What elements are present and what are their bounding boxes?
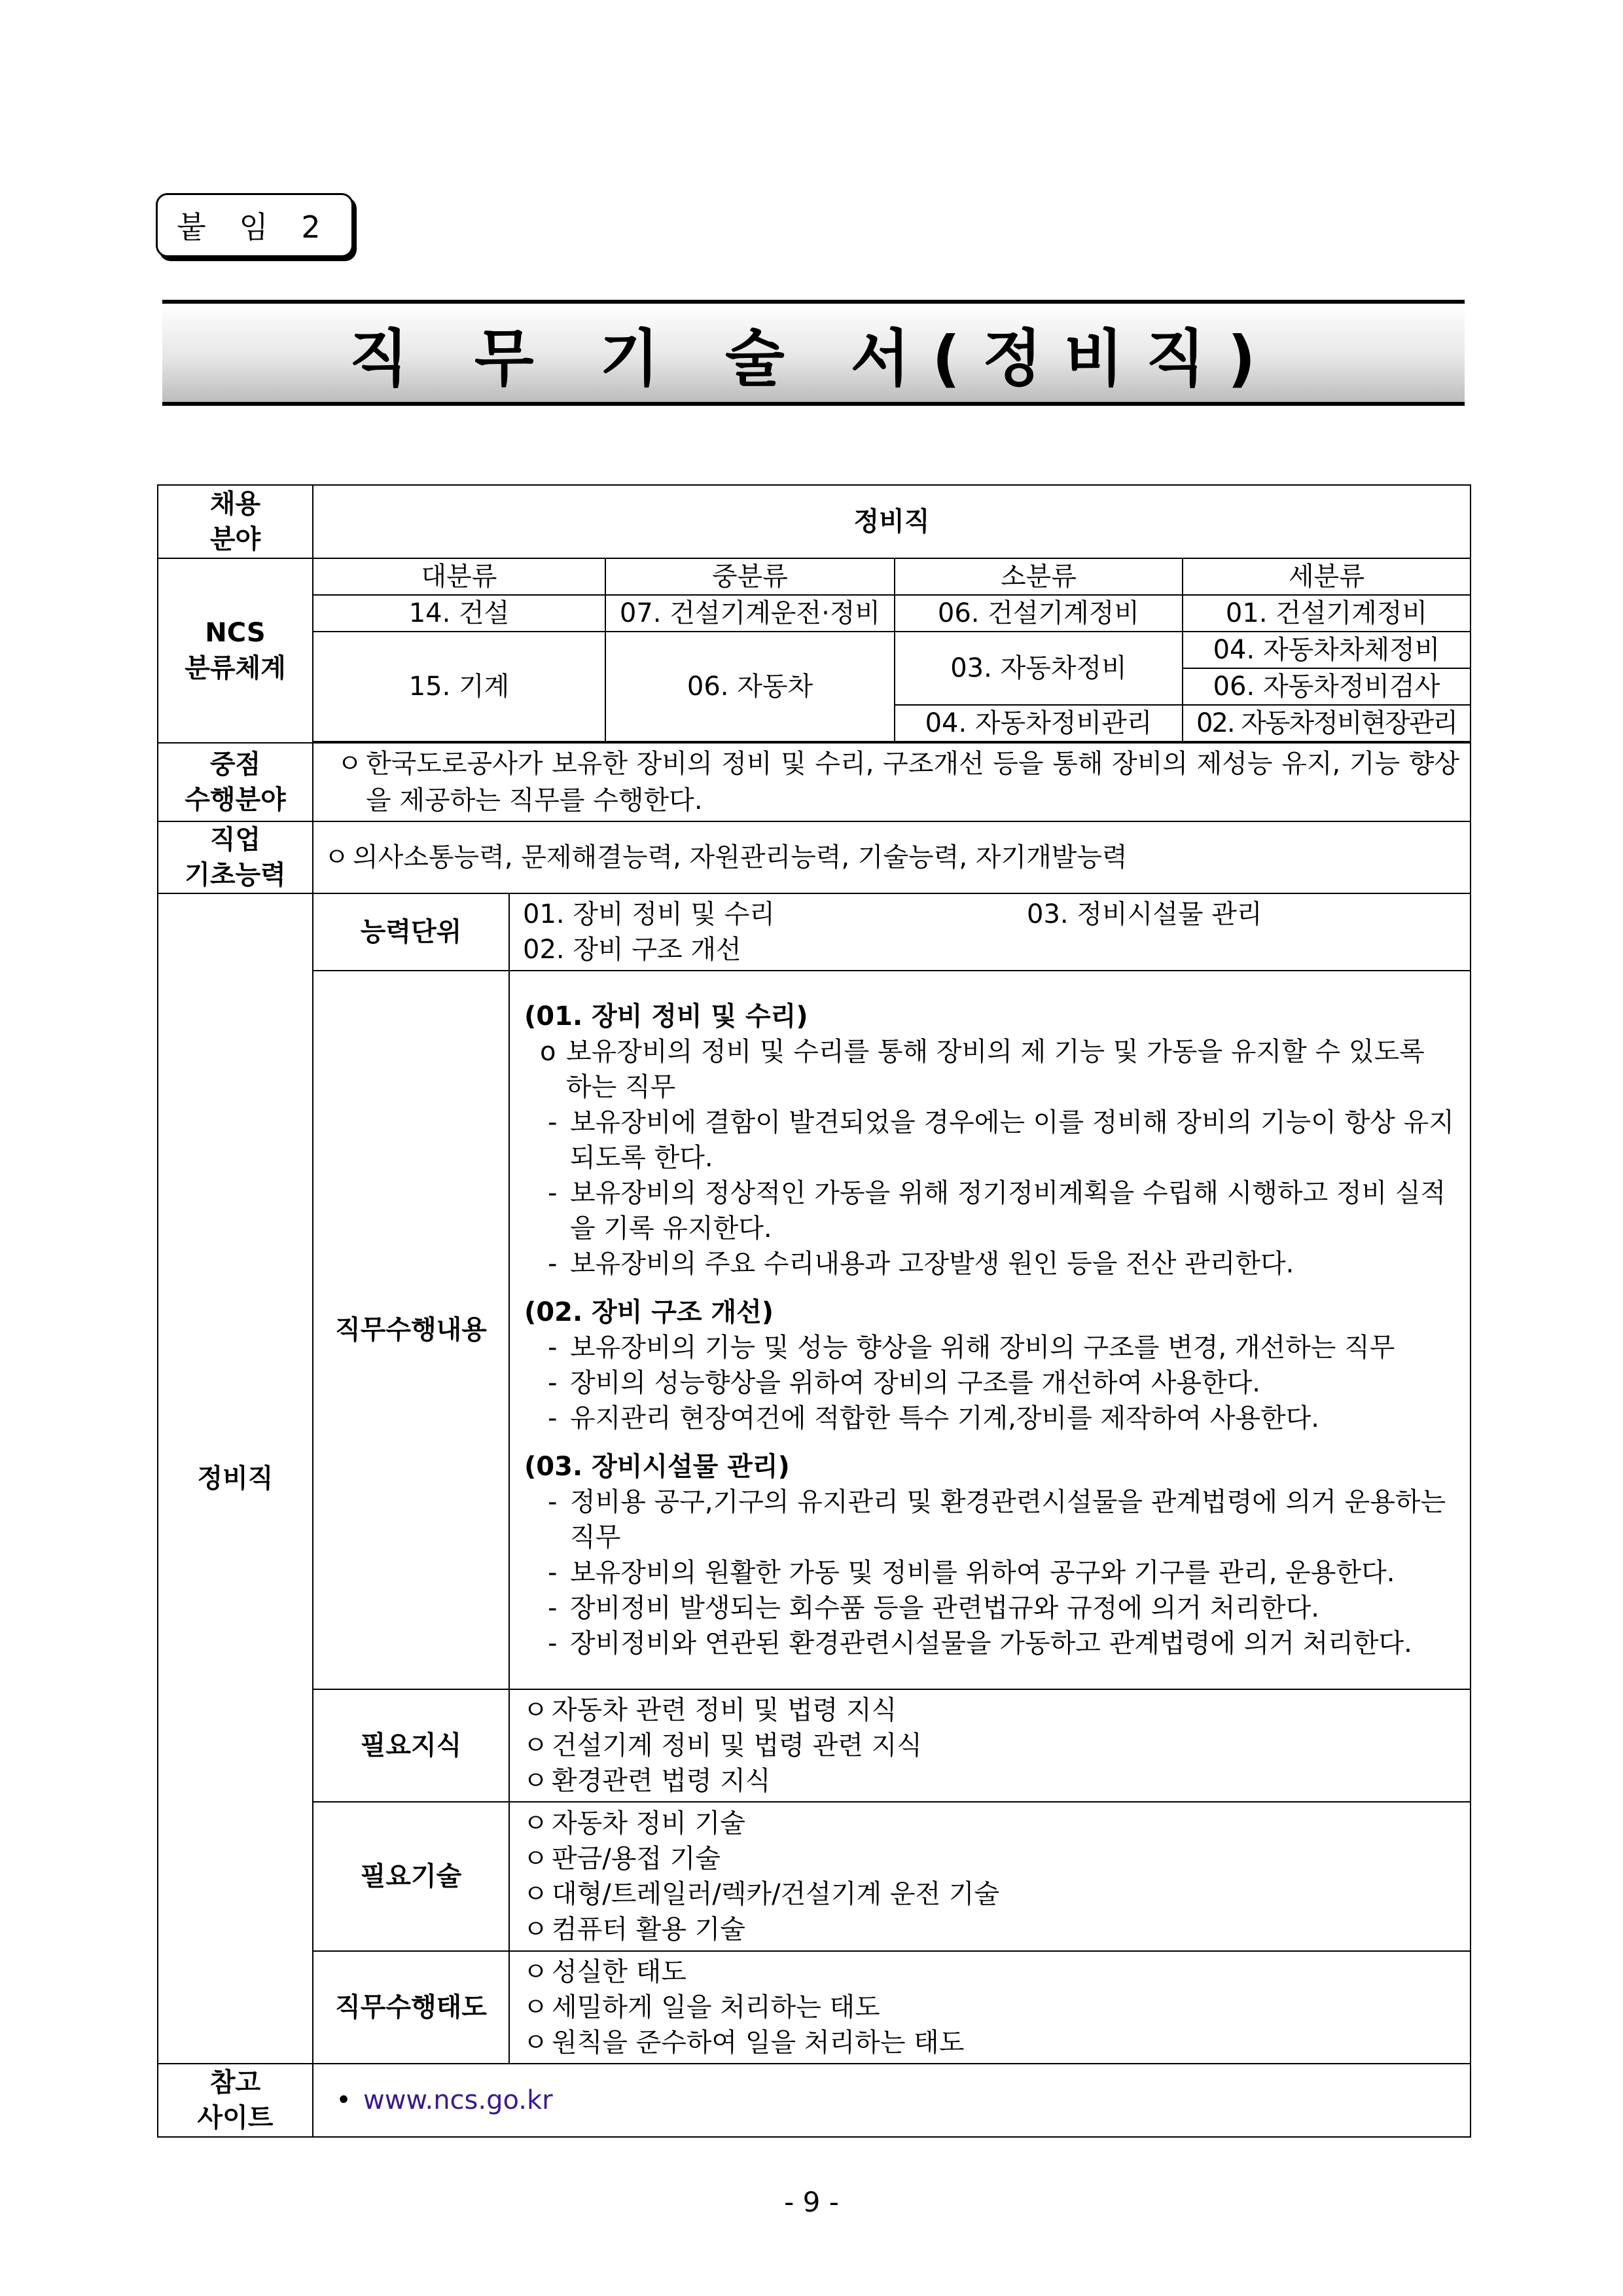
ncs-cell: 04. 자동차정비관리 xyxy=(895,705,1183,742)
skill-item: ㅇ 판금/용접 기술 xyxy=(523,1841,1457,1876)
hollow-bullet: o xyxy=(540,1037,556,1067)
focus-text: ㅇ 한국도로공사가 보유한 장비의 정비 및 수리, 구조개선 등을 통해 장비의 제성능 유지, 기능 향상을 제공하는 직무를 수행한다. xyxy=(313,743,1471,821)
dash-bullet: - xyxy=(548,1487,558,1517)
circle-bullet: ㅇ xyxy=(523,1914,548,1945)
ncs-header-sub: 세분류 xyxy=(1183,558,1471,595)
dash-bullet: - xyxy=(548,1107,558,1138)
duty-section-title: (03. 장비시설물 관리) xyxy=(524,1452,790,1482)
duties-label: 직무수행내용 xyxy=(313,971,509,1689)
skill-item: ㅇ 컴퓨터 활용 기술 xyxy=(523,1912,1457,1947)
circle-bullet: ㅇ xyxy=(523,1766,548,1796)
ncs-header-row xyxy=(158,558,1471,595)
knowledge-item: ㅇ 건설기계 정비 및 법령 관련 지식 xyxy=(523,1728,1457,1763)
ncs-cell: 06. 자동차 xyxy=(605,632,895,742)
row-attitude xyxy=(158,1951,1471,2064)
row-basic xyxy=(158,821,1471,893)
duty-line: - 보유장비의 원활한 가동 및 정비를 위하여 공구와 기구를 관리, 운용한다. xyxy=(524,1555,1455,1590)
unit-item: 01. 장비 정비 및 수리 xyxy=(523,899,775,929)
job-description-table xyxy=(157,484,1471,2138)
circle-bullet: ㅇ xyxy=(523,1957,548,1987)
focus-label: 중점 수행분야 xyxy=(158,743,313,821)
ncs-cell: 06. 건설기계정비 xyxy=(895,595,1183,632)
dash-bullet: - xyxy=(548,1333,558,1363)
duty-line: - 유지관리 현장여건에 적합한 특수 기계,장비를 제작하여 사용한다. xyxy=(524,1401,1455,1436)
ncs-row xyxy=(158,595,1471,632)
duty-line: - 장비정비 발생되는 회수품 등을 관련법규와 규정에 의거 처리한다. xyxy=(524,1590,1455,1626)
ncs-label: NCS 분류체계 xyxy=(158,558,313,743)
circle-bullet: ㅇ xyxy=(523,1731,548,1761)
duty-line: - 보유장비의 정상적인 가동을 위해 정기정비계획을 수립해 시행하고 정비 실적을 기록 유지한다. xyxy=(524,1175,1455,1246)
row-duties xyxy=(158,971,1471,1689)
attitude-item: ㅇ 원칙을 준수하여 일을 처리하는 태도 xyxy=(523,2025,1457,2060)
row-focus xyxy=(158,743,1471,821)
duty-line: - 보유장비에 결함이 발견되었을 경우에는 이를 정비해 장비의 기능이 항상 유지되도록 한다. xyxy=(524,1105,1455,1175)
units-cell xyxy=(509,893,1471,971)
attitude-item: ㅇ 성실한 태도 xyxy=(523,1954,1457,1990)
duty-section-title: (02. 장비 구조 개선) xyxy=(524,1297,774,1327)
circle-bullet: ㅇ xyxy=(523,1992,548,2022)
ref-label: 참고 사이트 xyxy=(158,2064,313,2137)
recruit-field-value: 정비직 xyxy=(313,485,1471,558)
ncs-cell: 14. 건설 xyxy=(313,595,605,632)
attachment-label: 붙 임 2 xyxy=(156,193,353,257)
ncs-cell: 02. 자동차정비현장관리 xyxy=(1183,705,1471,742)
knowledge-item: ㅇ 자동차 관련 정비 및 법령 지식 xyxy=(523,1693,1457,1728)
knowledge-cell xyxy=(509,1689,1471,1802)
row-skills xyxy=(158,1802,1471,1951)
dash-bullet: - xyxy=(548,1628,558,1659)
attitude-label: 직무수행태도 xyxy=(313,1951,509,2064)
page-number: - 9 - xyxy=(784,2186,839,2218)
circle-bullet: ㅇ xyxy=(523,1695,548,1725)
dash-bullet: - xyxy=(548,1593,558,1623)
circle-bullet: ㅇ xyxy=(337,749,363,779)
dash-bullet: - xyxy=(548,1558,558,1588)
basic-text: ㅇ 의사소통능력, 문제해결능력, 자원관리능력, 기술능력, 자기개발능력 xyxy=(313,821,1471,893)
dot-bullet: • xyxy=(336,2085,351,2115)
skills-cell xyxy=(509,1802,1471,1951)
skill-item: ㅇ 대형/트레일러/렉카/건설기계 운전 기술 xyxy=(523,1876,1457,1912)
knowledge-label: 필요지식 xyxy=(313,1689,509,1802)
duty-line: - 장비의 성능향상을 위하여 장비의 구조를 개선하여 사용한다. xyxy=(524,1365,1455,1401)
skills-label: 필요기술 xyxy=(313,1802,509,1951)
document-title: 직 무 기 술 서(정비직) xyxy=(162,300,1465,406)
dash-bullet: - xyxy=(548,1249,558,1279)
duty-line: - 보유장비의 기능 및 성능 향상을 위해 장비의 구조를 변경, 개선하는 직무 xyxy=(524,1330,1455,1365)
unit-item: 03. 정비시설물 관리 xyxy=(1027,899,1262,929)
row-ref xyxy=(158,2064,1471,2137)
ncs-header-mid: 중분류 xyxy=(605,558,895,595)
ncs-cell: 07. 건설기계운전·정비 xyxy=(605,595,895,632)
row-units xyxy=(158,893,1471,971)
circle-bullet: ㅇ xyxy=(523,1879,548,1909)
duty-line: - 장비정비와 연관된 환경관련시설물을 가동하고 관계법령에 의거 처리한다. xyxy=(524,1626,1455,1661)
ncs-cell: 01. 건설기계정비 xyxy=(1183,595,1471,632)
row-recruit-field xyxy=(158,485,1471,558)
row-knowledge xyxy=(158,1689,1471,1802)
circle-bullet: ㅇ xyxy=(523,1844,548,1874)
dash-bullet: - xyxy=(548,1178,558,1208)
circle-bullet: ㅇ xyxy=(324,842,349,872)
unit-item: 02. 장비 구조 개선 xyxy=(523,935,741,965)
ncs-cell: 03. 자동차정비 xyxy=(895,632,1183,705)
ncs-cell: 04. 자동차차체정비 xyxy=(1183,632,1471,668)
attitude-item: ㅇ 세밀하게 일을 처리하는 태도 xyxy=(523,1990,1457,2025)
duty-line: - 보유장비의 주요 수리내용과 고장발생 원인 등을 전산 관리한다. xyxy=(524,1246,1455,1282)
dash-bullet: - xyxy=(548,1403,558,1433)
attitude-cell xyxy=(509,1951,1471,2064)
duty-section-title: (01. 장비 정비 및 수리) xyxy=(524,1001,808,1031)
knowledge-item: ㅇ 환경관련 법령 지식 xyxy=(523,1763,1457,1799)
ncs-cell: 06. 자동차정비검사 xyxy=(1183,668,1471,705)
circle-bullet: ㅇ xyxy=(523,1808,548,1839)
job-label: 정비직 xyxy=(158,893,313,2064)
duty-line: o 보유장비의 정비 및 수리를 통해 장비의 제 기능 및 가동을 유지할 수 있도록 하는 직무 xyxy=(524,1034,1455,1105)
ncs-cell: 15. 기계 xyxy=(313,632,605,742)
duty-line: - 정비용 공구,기구의 유지관리 및 환경관련시설물을 관계법령에 의거 운용하는 직무 xyxy=(524,1484,1455,1555)
units-label: 능력단위 xyxy=(313,893,509,971)
dash-bullet: - xyxy=(548,1368,558,1398)
duties-cell xyxy=(509,971,1471,1689)
ref-cell xyxy=(313,2064,1471,2137)
ncs-row xyxy=(158,632,1471,668)
circle-bullet: ㅇ xyxy=(523,2028,548,2058)
basic-label: 직업 기초능력 xyxy=(158,821,313,893)
recruit-field-label: 채용 분야 xyxy=(158,485,313,558)
ncs-site-link[interactable]: www.ncs.go.kr xyxy=(363,2085,553,2115)
ncs-header-minor: 소분류 xyxy=(895,558,1183,595)
skill-item: ㅇ 자동차 정비 기술 xyxy=(523,1806,1457,1841)
ncs-header-major: 대분류 xyxy=(313,558,605,595)
